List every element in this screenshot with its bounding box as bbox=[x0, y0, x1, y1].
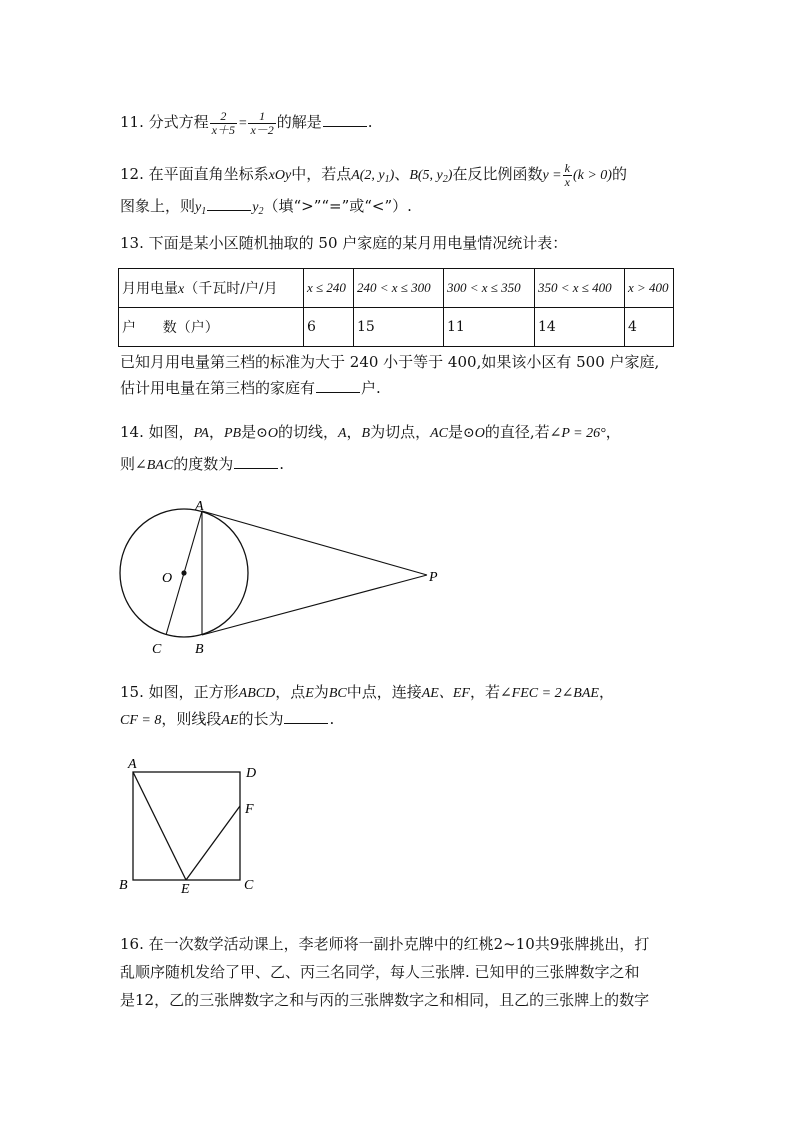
question-text: 分式方程 bbox=[148, 113, 209, 131]
coordinate-system: xOy bbox=[268, 168, 292, 183]
question-number: 16. bbox=[120, 935, 144, 953]
table-cell: 11 bbox=[444, 308, 535, 347]
table-cell: 15 bbox=[354, 308, 444, 347]
period: . bbox=[367, 113, 373, 131]
table-cell: 240 < x ≤ 300 bbox=[354, 269, 444, 308]
table-row-label: 户 数（户） bbox=[119, 308, 304, 347]
question-text: 中，若点 bbox=[291, 165, 352, 183]
question-text: 在一次数学活动课上，李老师将一副扑克牌中的红桃2~10共9张牌挑出，打 bbox=[148, 935, 650, 953]
question-text: 在平面直角坐标系 bbox=[148, 165, 269, 183]
question-14-line-2: 则∠BAC的度数为 . bbox=[120, 450, 680, 480]
question-text: 估计用电量在第三档的家庭有 bbox=[120, 379, 316, 397]
center-point-o bbox=[181, 570, 186, 575]
label-f: F bbox=[245, 802, 254, 817]
tangent-pb bbox=[202, 575, 427, 635]
angle-condition: ∠P = 26° bbox=[549, 426, 606, 441]
question-text: 在反比例函数 bbox=[452, 165, 543, 183]
label-b: B bbox=[119, 878, 128, 893]
question-text: 已知月用电量第三档的标准为大于 240 小于等于 400,如果该小区有 500 户家庭, bbox=[120, 353, 660, 371]
circle-symbol: ⊙O bbox=[256, 426, 278, 441]
label-c: C bbox=[152, 642, 162, 657]
question-text: 的 bbox=[611, 165, 627, 183]
point-a: A(2, $y_1$) bbox=[351, 168, 395, 185]
label-a: A bbox=[128, 757, 137, 772]
fraction-2: $\frac{1}{x-2}$ bbox=[250, 108, 274, 137]
circle-symbol: ⊙O bbox=[463, 426, 485, 441]
question-text: 户. bbox=[361, 379, 381, 397]
label-o: O bbox=[162, 571, 173, 586]
function-lhs: y = bbox=[542, 168, 562, 183]
function-condition: (k > 0) bbox=[572, 168, 612, 183]
label-p: P bbox=[429, 570, 438, 585]
angle-condition: ∠FEC = 2∠BAE bbox=[499, 686, 599, 701]
question-16 bbox=[120, 930, 680, 958]
question-14: 14. 如图，PA，PB是⊙O的切线，A，B为切点，AC是⊙O的直径,若∠P = 26°， bbox=[120, 423, 621, 441]
equals-sign: = bbox=[237, 116, 248, 131]
segment-ef bbox=[186, 806, 240, 880]
question-number: 11. bbox=[120, 113, 144, 131]
question-text: 图象上，则 bbox=[120, 197, 196, 215]
separator: 、 bbox=[394, 165, 410, 183]
table-header-cell: 月用电量x（千瓦时/户/月 bbox=[119, 269, 304, 308]
label-e: E bbox=[181, 882, 190, 897]
table-cell: 350 < x ≤ 400 bbox=[535, 269, 625, 308]
square-abcd bbox=[133, 772, 240, 880]
question-text: 是12，乙的三张牌数字之和与丙的三张牌数字之和相同，且乙的三张牌上的数字 bbox=[120, 991, 650, 1009]
question-text: 的解是 bbox=[276, 113, 322, 131]
question-number: 12. bbox=[120, 165, 144, 183]
question-15: 15. 如图，正方形ABCD，点E为BC中点，连接AE、EF，若∠FEC = 2∠BAE， bbox=[120, 683, 614, 701]
tangent-pa bbox=[202, 511, 427, 575]
label-d: D bbox=[246, 766, 257, 781]
table-cell: x > 400 bbox=[625, 269, 674, 308]
question-16-line-2 bbox=[120, 958, 680, 986]
question-number: 15. bbox=[120, 683, 144, 701]
question-15-line-2: CF = 8，则线段AE的长为 . bbox=[120, 705, 680, 735]
table-cell: 300 < x ≤ 350 bbox=[444, 269, 535, 308]
question-text: （填“>”“=”或“<”）. bbox=[263, 197, 412, 215]
question-number: 14. bbox=[120, 423, 144, 441]
fraction-1: $\frac{2}{x+5}$ bbox=[211, 108, 235, 137]
label-b: B bbox=[195, 642, 204, 657]
table-cell: 4 bbox=[625, 308, 674, 347]
question-text: 乱顺序随机发给了甲、乙、丙三名同学，每人三张牌. 已知甲的三张牌数字之和 bbox=[120, 963, 640, 981]
question-text: 下面是某小区随机抽取的 50 户家庭的某月用电量情况统计表： bbox=[148, 234, 568, 252]
label-c: C bbox=[244, 878, 254, 893]
table-cell: 14 bbox=[535, 308, 625, 347]
table-cell: x ≤ 240 bbox=[304, 269, 354, 308]
question-12-line-2: 图象上，则$y_1$ $y_2$（填“>”“=”或“<”）. bbox=[120, 192, 680, 226]
point-b: B(5, $y_2$) bbox=[409, 168, 453, 185]
function-fraction: $\frac{k}{x}$ bbox=[564, 160, 570, 189]
question-16-line-3 bbox=[120, 986, 680, 1014]
segment-ae bbox=[133, 772, 186, 880]
answer-blank bbox=[284, 707, 328, 724]
question-number: 13. bbox=[120, 234, 144, 252]
label-a: A bbox=[195, 499, 204, 514]
table-cell: 6 bbox=[304, 308, 354, 347]
